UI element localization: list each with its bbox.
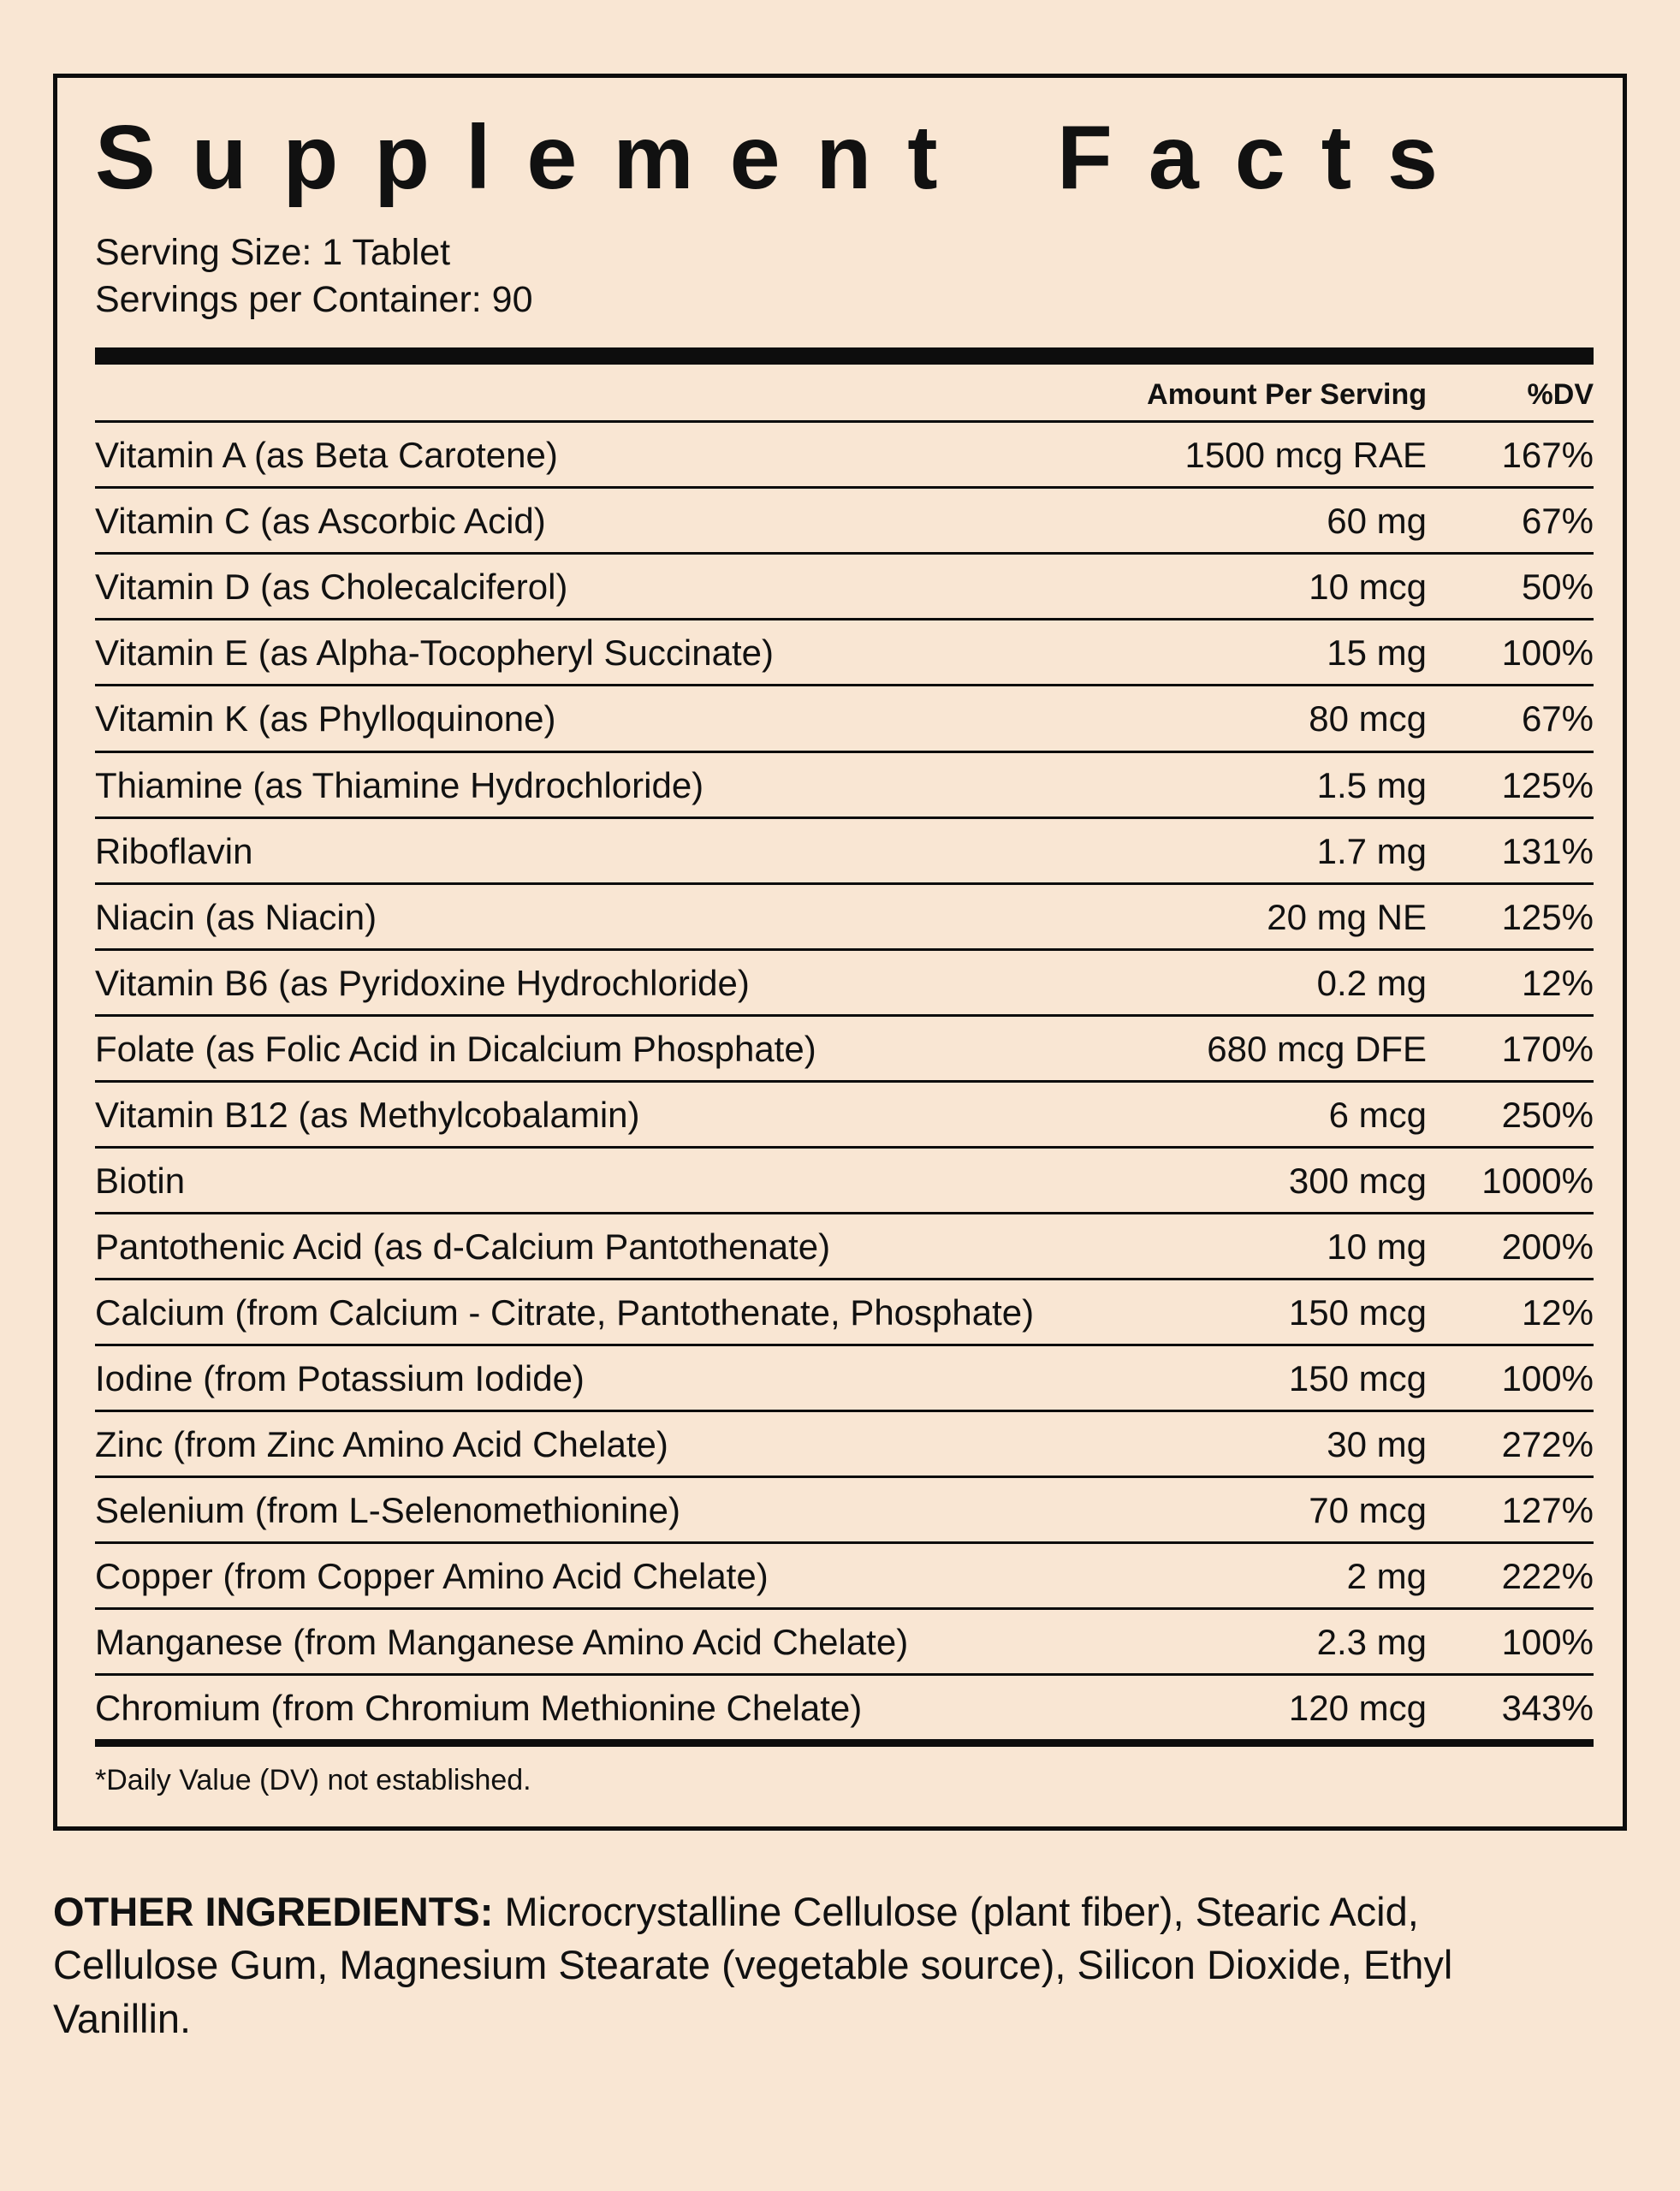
nutrient-dv: 125% — [1501, 764, 1594, 805]
nutrient-dv: 272% — [1501, 1423, 1594, 1464]
table-row — [95, 684, 1594, 750]
nutrient-dv: 67% — [1521, 698, 1594, 739]
nutrient-name: Vitamin D (as Cholecalciferol) — [95, 567, 568, 608]
nutrient-dv: 343% — [1501, 1687, 1594, 1728]
panel-title: Supplement Facts — [95, 107, 1474, 208]
table-row — [95, 1014, 1594, 1080]
table-row — [95, 420, 1594, 486]
nutrient-name: Chromium (from Chromium Methionine Chelate) — [95, 1687, 863, 1728]
nutrient-amount: 30 mg — [1327, 1423, 1427, 1464]
nutrient-dv: 67% — [1521, 501, 1594, 542]
table-row — [95, 1410, 1594, 1476]
nutrient-amount: 150 mcg — [1288, 1291, 1427, 1333]
nutrient-amount: 300 mcg — [1288, 1160, 1427, 1201]
nutrient-amount: 120 mcg — [1288, 1687, 1427, 1728]
nutrient-name: Vitamin B6 (as Pyridoxine Hydrochloride) — [95, 962, 750, 1003]
nutrient-name: Riboflavin — [95, 830, 253, 871]
nutrient-dv: 100% — [1501, 1357, 1594, 1398]
nutrient-name: Vitamin C (as Ascorbic Acid) — [95, 501, 546, 542]
header-divider-bar — [95, 347, 1594, 365]
nutrient-dv: 170% — [1501, 1028, 1594, 1069]
nutrient-dv: 1000% — [1481, 1160, 1594, 1201]
table-row — [95, 1673, 1594, 1739]
nutrient-amount: 2.3 mg — [1316, 1621, 1427, 1662]
nutrient-amount: 20 mg NE — [1267, 896, 1427, 937]
nutrient-dv: 200% — [1501, 1226, 1594, 1267]
nutrient-name: Manganese (from Manganese Amino Acid Chelate) — [95, 1621, 909, 1662]
nutrient-name: Pantothenic Acid (as d-Calcium Pantothenate) — [95, 1226, 831, 1267]
nutrient-dv: 222% — [1501, 1555, 1594, 1596]
table-row — [95, 882, 1594, 948]
nutrient-dv: 131% — [1501, 830, 1594, 871]
table-row — [95, 552, 1594, 618]
facts-rows — [95, 420, 1594, 1739]
nutrient-name: Vitamin A (as Beta Carotene) — [95, 435, 558, 476]
nutrient-amount: 80 mcg — [1309, 698, 1427, 739]
servings-per-container: Servings per Container: 90 — [95, 279, 533, 321]
nutrient-dv: 50% — [1521, 567, 1594, 608]
nutrient-name: Vitamin B12 (as Methylcobalamin) — [95, 1094, 640, 1135]
nutrient-name: Copper (from Copper Amino Acid Chelate) — [95, 1555, 769, 1596]
table-row — [95, 1146, 1594, 1212]
table-row — [95, 1278, 1594, 1344]
nutrient-dv: 127% — [1501, 1489, 1594, 1530]
nutrient-amount: 60 mg — [1327, 501, 1427, 542]
nutrient-amount: 10 mcg — [1309, 567, 1427, 608]
nutrient-dv: 100% — [1501, 1621, 1594, 1662]
nutrient-dv: 167% — [1501, 435, 1594, 476]
table-row — [95, 751, 1594, 816]
serving-size: Serving Size: 1 Tablet — [95, 232, 451, 274]
table-row — [95, 1344, 1594, 1410]
nutrient-dv: 100% — [1501, 632, 1594, 674]
table-row — [95, 948, 1594, 1014]
amount-per-serving-header: Amount Per Serving — [1147, 378, 1427, 412]
table-row — [95, 486, 1594, 552]
nutrient-amount: 680 mcg DFE — [1207, 1028, 1427, 1069]
table-row — [95, 618, 1594, 684]
other-ingredients — [53, 1885, 1611, 2046]
table-row — [95, 1080, 1594, 1146]
percent-dv-header: %DV — [1527, 378, 1594, 412]
nutrient-amount: 70 mcg — [1309, 1489, 1427, 1530]
nutrient-name: Iodine (from Potassium Iodide) — [95, 1357, 585, 1398]
nutrient-amount: 15 mg — [1327, 632, 1427, 674]
table-row — [95, 1212, 1594, 1278]
nutrient-name: Folate (as Folic Acid in Dicalcium Phosphate) — [95, 1028, 816, 1069]
nutrient-name: Vitamin K (as Phylloquinone) — [95, 698, 556, 739]
daily-value-footnote: *Daily Value (DV) not established. — [95, 1739, 1594, 1804]
nutrient-dv: 12% — [1521, 1291, 1594, 1333]
nutrient-name: Calcium (from Calcium - Citrate, Pantothenate, Phosphate) — [95, 1291, 1035, 1333]
nutrient-dv: 125% — [1501, 896, 1594, 937]
nutrient-name: Zinc (from Zinc Amino Acid Chelate) — [95, 1423, 668, 1464]
nutrient-amount: 6 mcg — [1328, 1094, 1427, 1135]
nutrient-dv: 250% — [1501, 1094, 1594, 1135]
nutrient-amount: 0.2 mg — [1316, 962, 1427, 1003]
nutrient-amount: 1500 mcg RAE — [1184, 435, 1427, 476]
column-header-row — [95, 365, 1594, 420]
nutrient-name: Biotin — [95, 1160, 186, 1201]
other-ingredients-label: OTHER INGREDIENTS: — [53, 1888, 494, 1934]
nutrient-amount: 150 mcg — [1288, 1357, 1427, 1398]
nutrient-amount: 1.7 mg — [1316, 830, 1427, 871]
nutrient-amount: 1.5 mg — [1316, 764, 1427, 805]
table-row — [95, 1607, 1594, 1673]
nutrient-name: Selenium (from L-Selenomethionine) — [95, 1489, 680, 1530]
nutrient-amount: 10 mg — [1327, 1226, 1427, 1267]
nutrient-amount: 2 mg — [1346, 1555, 1427, 1596]
table-row — [95, 1476, 1594, 1541]
nutrient-name: Vitamin E (as Alpha-Tocopheryl Succinate) — [95, 632, 774, 674]
table-row — [95, 1541, 1594, 1607]
table-row — [95, 816, 1594, 882]
supplement-facts-panel — [53, 74, 1627, 1831]
nutrient-dv: 12% — [1521, 962, 1594, 1003]
other-ingredients-text: Microcrystalline Cellulose (plant fiber), Stearic Acid, Cellulose Gum, Magnesium Stearate (vegetable source), Silicon Dioxide, Ethyl Vanillin. — [53, 1888, 1453, 2041]
nutrient-name: Thiamine (as Thiamine Hydrochloride) — [95, 764, 704, 805]
nutrient-name: Niacin (as Niacin) — [95, 896, 377, 937]
